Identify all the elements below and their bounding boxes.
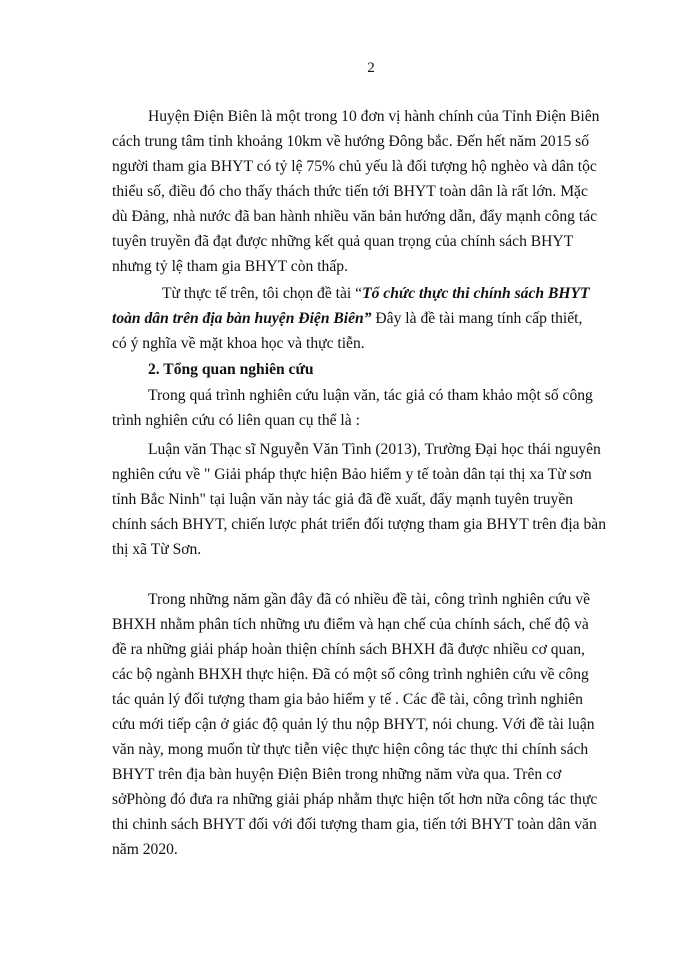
text-line: tỉnh Bắc Ninh" tại luận văn này tác giả đã đề xuất, đẩy mạnh tuyên truyền (112, 491, 574, 508)
text-line: thiểu số, điều đó cho thấy thách thức tiến tới BHYT toàn dân là rất lớn. Mặc (112, 183, 588, 200)
text-line: văn này, mong muốn từ thực tiễn việc thực hiện công tác thực thi chính sách (112, 741, 589, 758)
text-line: người tham gia BHYT có tỷ lệ 75% chủ yếu là đối tượng hộ nghèo và dân tộc (112, 158, 597, 175)
text-line: Trong những năm gần đây đã có nhiều đề tài, công trình nghiên cứu về (148, 591, 591, 608)
text-line: cách trung tâm tỉnh khoảng 10km về hướng Đông bắc. Đến hết năm 2015 số (112, 133, 590, 150)
text-line: BHYT trên địa bàn huyện Điện Biên trong những năm vừa qua. Trên cơ (112, 766, 562, 783)
text-line: đề ra những giải pháp hoàn thiện chính sách BHXH đã được nhiều cơ quan, (112, 641, 585, 658)
text-line: toàn dân trên địa bàn huyện Điện Biên” Đây là đề tài mang tính cấp thiết, (112, 310, 583, 327)
text-line: tác quản lý đối tượng tham gia bảo hiểm y tế . Các đề tài, công trình nghiên (112, 691, 583, 708)
text-line: nhưng tỷ lệ tham gia BHYT còn thấp. (112, 258, 348, 275)
text-line: dù Đảng, nhà nước đã ban hành nhiều văn bản hướng dẫn, đẩy mạnh công tác (112, 208, 598, 225)
text-line: có ý nghĩa về mặt khoa học và thực tiễn. (112, 335, 365, 352)
text-line: BHXH nhằm phân tích những ưu điểm và hạn chế của chính sách, chế độ và (112, 616, 589, 633)
text-line: Luận văn Thạc sĩ Nguyễn Văn Tình (2013), Trường Đại học thái nguyên (148, 441, 601, 458)
page-number: 2 (367, 60, 375, 76)
text-line: tuyên truyền đã đạt được những kết quả quan trọng của chính sách BHYT (112, 233, 574, 250)
section-heading: 2. Tổng quan nghiên cứu (148, 361, 314, 378)
text-line: chính sách BHYT, chiến lược phát triển đối tượng tham gia BHYT trên địa bàn (112, 516, 607, 533)
text-line: Từ thực tế trên, tôi chọn đề tài “Tổ chức thực thi chính sách BHYT (162, 285, 590, 302)
text-line: Huyện Điện Biên là một trong 10 đơn vị hành chính của Tỉnh Điện Biên (148, 108, 600, 125)
text-line: năm 2020. (112, 841, 178, 858)
topic-title-part1: Tổ chức thực thi chính sách BHYT (362, 285, 590, 302)
text-line: cứu mới tiếp cận ở giác độ quản lý thu nộp BHYT, nói chung. Với đề tài luận (112, 716, 595, 733)
text-line: các bộ ngành BHXH thực hiện. Đã có một số công trình nghiên cứu về công (112, 666, 589, 683)
topic-title-part2: toàn dân trên địa bàn huyện Điện Biên” (112, 310, 372, 327)
text-line: nghiên cứu về " Giải pháp thực hiện Bảo hiểm y tế toàn dân tại thị xa Từ sơn (112, 466, 592, 483)
text-line: trình nghiên cứu có liên quan cụ thể là : (112, 412, 360, 429)
text-line: thị xã Từ Sơn. (112, 541, 202, 558)
text-line: sởPhòng đó đưa ra những giải pháp nhằm thực hiện tốt hơn nữa công tác thực (112, 791, 598, 808)
text-line: thi chinh sách BHYT đối với đối tượng tham gia, tiến tới BHYT toàn dân văn (112, 816, 597, 833)
text-line: Trong quá trình nghiên cứu luận văn, tác giả có tham khảo một số công (148, 387, 593, 404)
